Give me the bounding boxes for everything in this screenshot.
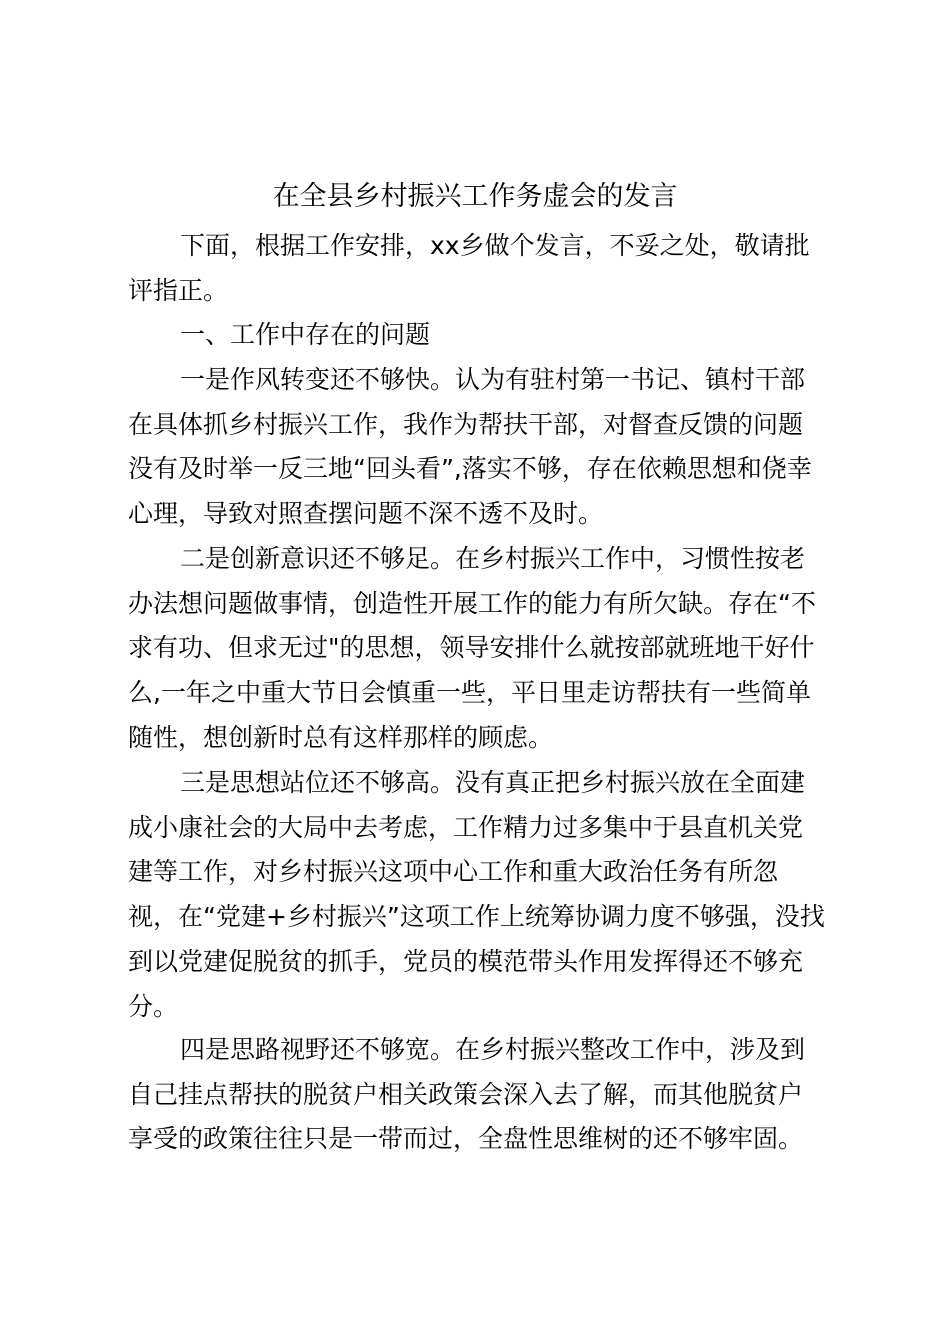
paragraph-line: 建等工作，对乡村振兴这项中心工作和重大政治任务有所忽 xyxy=(128,857,779,887)
paragraph-line: 么,一年之中重大节日会慎重一些，平日里走访帮扶有一些简单 xyxy=(128,678,811,708)
paragraph-line: 三是思想站位还不够高。没有真正把乡村振兴放在全面建 xyxy=(180,768,806,797)
paragraph-line: 心理，导致对照查摆问题不深不透不及时。 xyxy=(128,499,604,529)
paragraph-line: 随性，想创新时总有这样那样的顾虑。 xyxy=(128,722,554,752)
paragraph-line: 自己挂点帮扶的脱贫户相关政策会深入去了解，而其他脱贫户 xyxy=(128,1079,804,1109)
paragraph-line: 视，在“党建+乡村振兴”这项工作上统筹协调力度不够强，没找 xyxy=(128,902,825,932)
paragraph-line: 到以党建促脱贫的抓手，党员的模范带头作用发挥得还不够充 xyxy=(128,946,804,976)
paragraph-1 xyxy=(128,358,828,537)
paragraph-line: 求有功、但求无过"的思想，领导安排什么就按部就班地干好什 xyxy=(128,633,815,663)
intro-paragraph xyxy=(128,224,828,313)
paragraph-line: 四是思路视野还不够宽。在乡村振兴整改工作中，涉及到 xyxy=(180,1035,806,1064)
paragraph-2 xyxy=(128,537,828,761)
paragraph-line: 没有及时举一反三地“回头看”,落实不够，存在依赖思想和侥幸 xyxy=(128,454,812,484)
paragraph-3 xyxy=(128,761,828,1029)
paragraph-line: 成小康社会的大局中去考虑，工作精力过多集中于县直机关党 xyxy=(128,812,804,842)
paragraph-line: 分。 xyxy=(128,991,179,1021)
paragraph-line: 办法想问题做事情，创造性开展工作的能力有所欠缺。存在“不 xyxy=(128,588,816,618)
paragraph-4 xyxy=(128,1028,828,1162)
paragraph-line: 二是创新意识还不够足。在乡村振兴工作中，习惯性按老 xyxy=(180,544,806,573)
document-title: 在全县乡村振兴工作务虚会的发言 xyxy=(272,181,678,212)
paragraph-line: 在具体抓乡村振兴工作，我作为帮扶干部，对督查反馈的问题 xyxy=(128,409,804,439)
section-heading-text: 一、工作中存在的问题 xyxy=(180,320,431,349)
paragraph-line: 下面，根据工作安排，xx乡做个发言，不妥之处，敬请批 xyxy=(180,231,810,260)
paragraph-line: 享受的政策往往只是一带而过，全盘性思维树的还不够牢固。 xyxy=(128,1124,804,1154)
section-heading xyxy=(128,313,828,358)
paragraph-line: 一是作风转变还不够快。认为有驻村第一书记、镇村干部 xyxy=(180,365,806,394)
paragraph-line: 评指正。 xyxy=(128,275,229,305)
